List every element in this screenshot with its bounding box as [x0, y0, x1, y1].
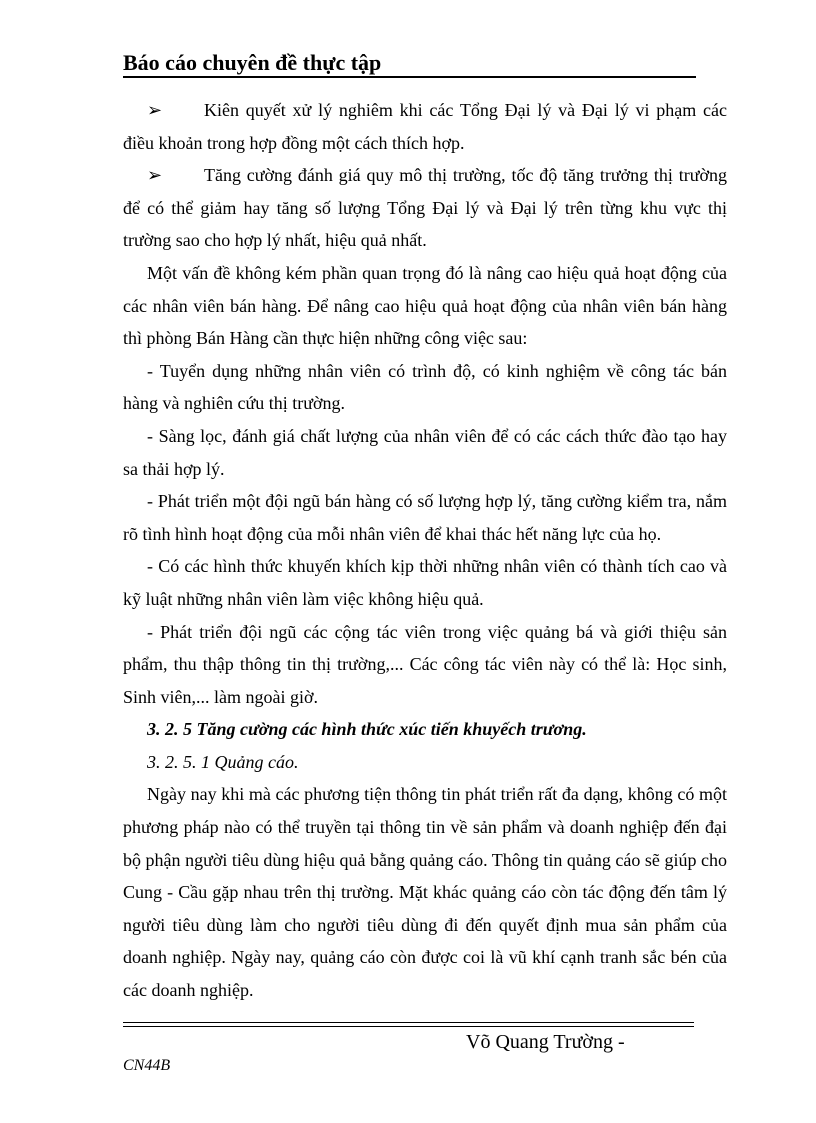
document-body — [123, 94, 727, 1007]
subsection-heading: 3. 2. 5. 1 Quảng cáo. — [147, 751, 299, 772]
section-heading: 3. 2. 5 Tăng cường các hình thức xúc tiến khuyếch trương. — [147, 719, 587, 740]
footer-divider — [123, 1022, 694, 1027]
body-paragraph: - Có các hình thức khuyến khích kịp thời những nhân viên có thành tích cao và kỹ luật những nhân viên làm việc không hiệu quả. — [123, 556, 727, 609]
body-paragraph: - Phát triển đội ngũ các cộng tác viên trong việc quảng bá và giới thiệu sản phẩm, thu thập thông tin thị trường,... Các công tác viên này có thể là: Học sinh, Sinh viên,... làm ngoài giờ. — [123, 621, 727, 707]
bullet-item — [123, 159, 727, 257]
footer-author: Võ Quang Trường - — [466, 1031, 625, 1053]
bullet-text: Tăng cường đánh giá quy mô thị trường, tốc độ tăng trưởng thị trường để có thể giảm hay tăng số lượng Tổng Đại lý và Đại lý trên từng khu vực thị trường sao cho hợp lý nhất, hiệu quả nhất. — [123, 165, 727, 251]
body-paragraph: - Sàng lọc, đánh giá chất lượng của nhân viên để có các cách thức đào tạo hay sa thải hợp lý. — [123, 425, 727, 479]
body-paragraph: Một vấn đề không kém phần quan trọng đó là nâng cao hiệu quả hoạt động của các nhân viên bán hàng. Để nâng cao hiệu quả hoạt động của nhân viên bán hàng thì phòng Bán Hàng cần thực hiện những công việc sau: — [123, 262, 727, 349]
page-header-title: Báo cáo chuyên đề thực tập — [123, 50, 696, 78]
bullet-text: Kiên quyết xử lý nghiêm khi các Tổng Đại lý và Đại lý vi phạm các điều khoản trong hợp đồng một cách thích hợp. — [123, 100, 727, 153]
footer-class-code: CN44B — [123, 1057, 171, 1074]
arrow-bullet-icon: ➢ — [147, 165, 163, 186]
arrow-bullet-icon: ➢ — [147, 100, 163, 120]
bullet-item — [123, 94, 727, 159]
body-paragraph: - Tuyển dụng những nhân viên có trình độ, có kinh nghiệm về công tác bán hàng và nghiên cứu thị trường. — [123, 360, 727, 414]
closing-paragraph: Ngày nay khi mà các phương tiện thông tin phát triển rất đa dạng, không có một phương pháp nào có thể truyền tại thông tin về sản phẩm và doanh nghiệp đến đại bộ phận người tiêu dùng hiệu quả bằng quảng cáo. Thông tin quảng cáo sẽ giúp cho Cung - Cầu gặp nhau trên thị trường. Mặt khác quảng cáo còn tác động đến tâm lý người tiêu dùng làm cho người tiêu dùng đi đến quyết định mua sản phẩm của doanh nghiệp. Ngày nay, quảng cáo còn được coi là vũ khí cạnh tranh sắc bén của các doanh nghiệp. — [123, 784, 727, 1001]
body-paragraph: - Phát triển một đội ngũ bán hàng có số lượng hợp lý, tăng cường kiểm tra, nắm rõ tình hình hoạt động của mỗi nhân viên để khai thác hết năng lực của họ. — [123, 491, 727, 544]
